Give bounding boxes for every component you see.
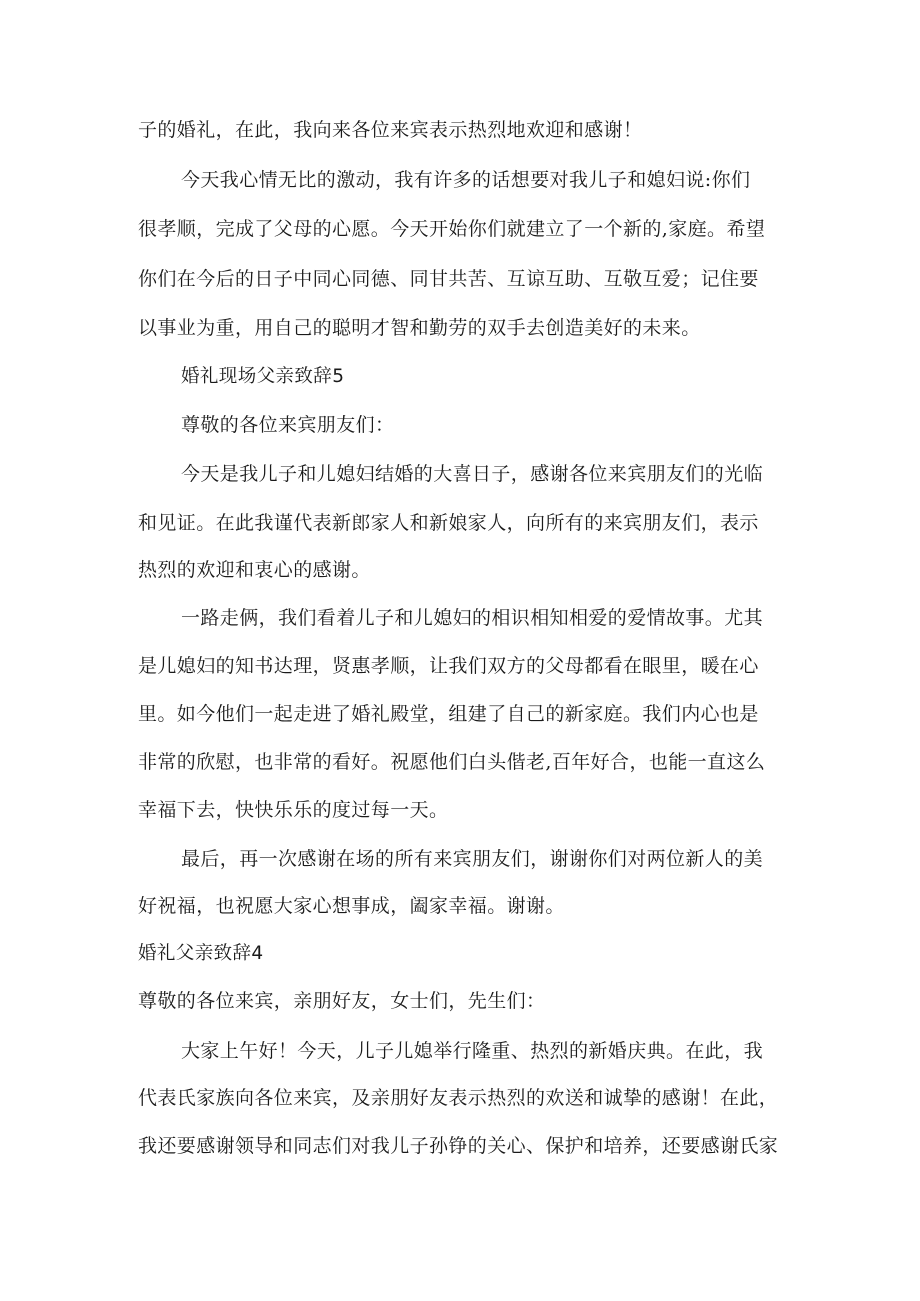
section-heading: 婚礼父亲致辞4	[138, 943, 264, 964]
text-line: 是儿媳妇的知书达理，贤惠孝顺，让我们双方的父母都看在眼里，暖在心	[138, 655, 759, 677]
text-line: 代表氏家族向各位来宾，及亲朋好友表示热烈的欢送和诚挚的感谢！在此，	[138, 1087, 779, 1109]
text-line: 热烈的欢迎和衷心的感谢。	[138, 559, 371, 581]
text-line: 今天是我儿子和儿媳妇结婚的大喜日子，感谢各位来宾朋友们的光临	[181, 463, 764, 485]
text-line: 大家上午好！今天，儿子儿媳举行隆重、热烈的新婚庆典。在此，我	[181, 1040, 764, 1062]
text-line: 好祝福，也祝愿大家心想事成，阖家幸福。谢谢。	[138, 895, 565, 917]
text-line: 里。如今他们一起走进了婚礼殿堂，组建了自己的新家庭。我们内心也是	[138, 703, 759, 725]
text-line: 和见证。在此我谨代表新郎家人和新娘家人，向所有的来宾朋友们，表示	[138, 512, 759, 534]
text-line: 子的婚礼，在此，我向来各位来宾表示热烈地欢迎和感谢！	[138, 119, 643, 141]
text-line: 幸福下去，快快乐乐的度过每一天。	[138, 799, 449, 821]
text-line: 非常的欣慰，也非常的看好。祝愿他们白头偕老,百年好合，也能一直这么	[138, 751, 766, 773]
section-heading: 婚礼现场父亲致辞5	[181, 366, 345, 387]
text-line: 一路走俩，我们看着儿子和儿媳妇的相识相知相爱的爱情故事。尤其	[181, 607, 764, 629]
salutation: 尊敬的各位来宾，亲朋好友，女士们，先生们：	[138, 990, 546, 1012]
text-line: 你们在今后的日子中同心同德、同甘共苦、互谅互助、互敬互爱；记住要	[138, 268, 759, 290]
text-line: 我还要感谢领导和同志们对我儿子孙铮的关心、保护和培养，还要感谢氏家	[138, 1135, 779, 1157]
text-line: 今天我心情无比的激动，我有许多的话想要对我儿子和媳妇说:你们	[181, 169, 751, 191]
salutation: 尊敬的各位来宾朋友们：	[181, 414, 395, 436]
text-line: 最后，再一次感谢在场的所有来宾朋友们，谢谢你们对两位新人的美	[181, 848, 764, 870]
text-line: 以事业为重，用自己的聪明才智和勤劳的双手去创造美好的未来。	[138, 317, 701, 339]
text-line: 很孝顺，完成了父母的心愿。今天开始你们就建立了一个新的,家庭。希望	[138, 218, 766, 240]
